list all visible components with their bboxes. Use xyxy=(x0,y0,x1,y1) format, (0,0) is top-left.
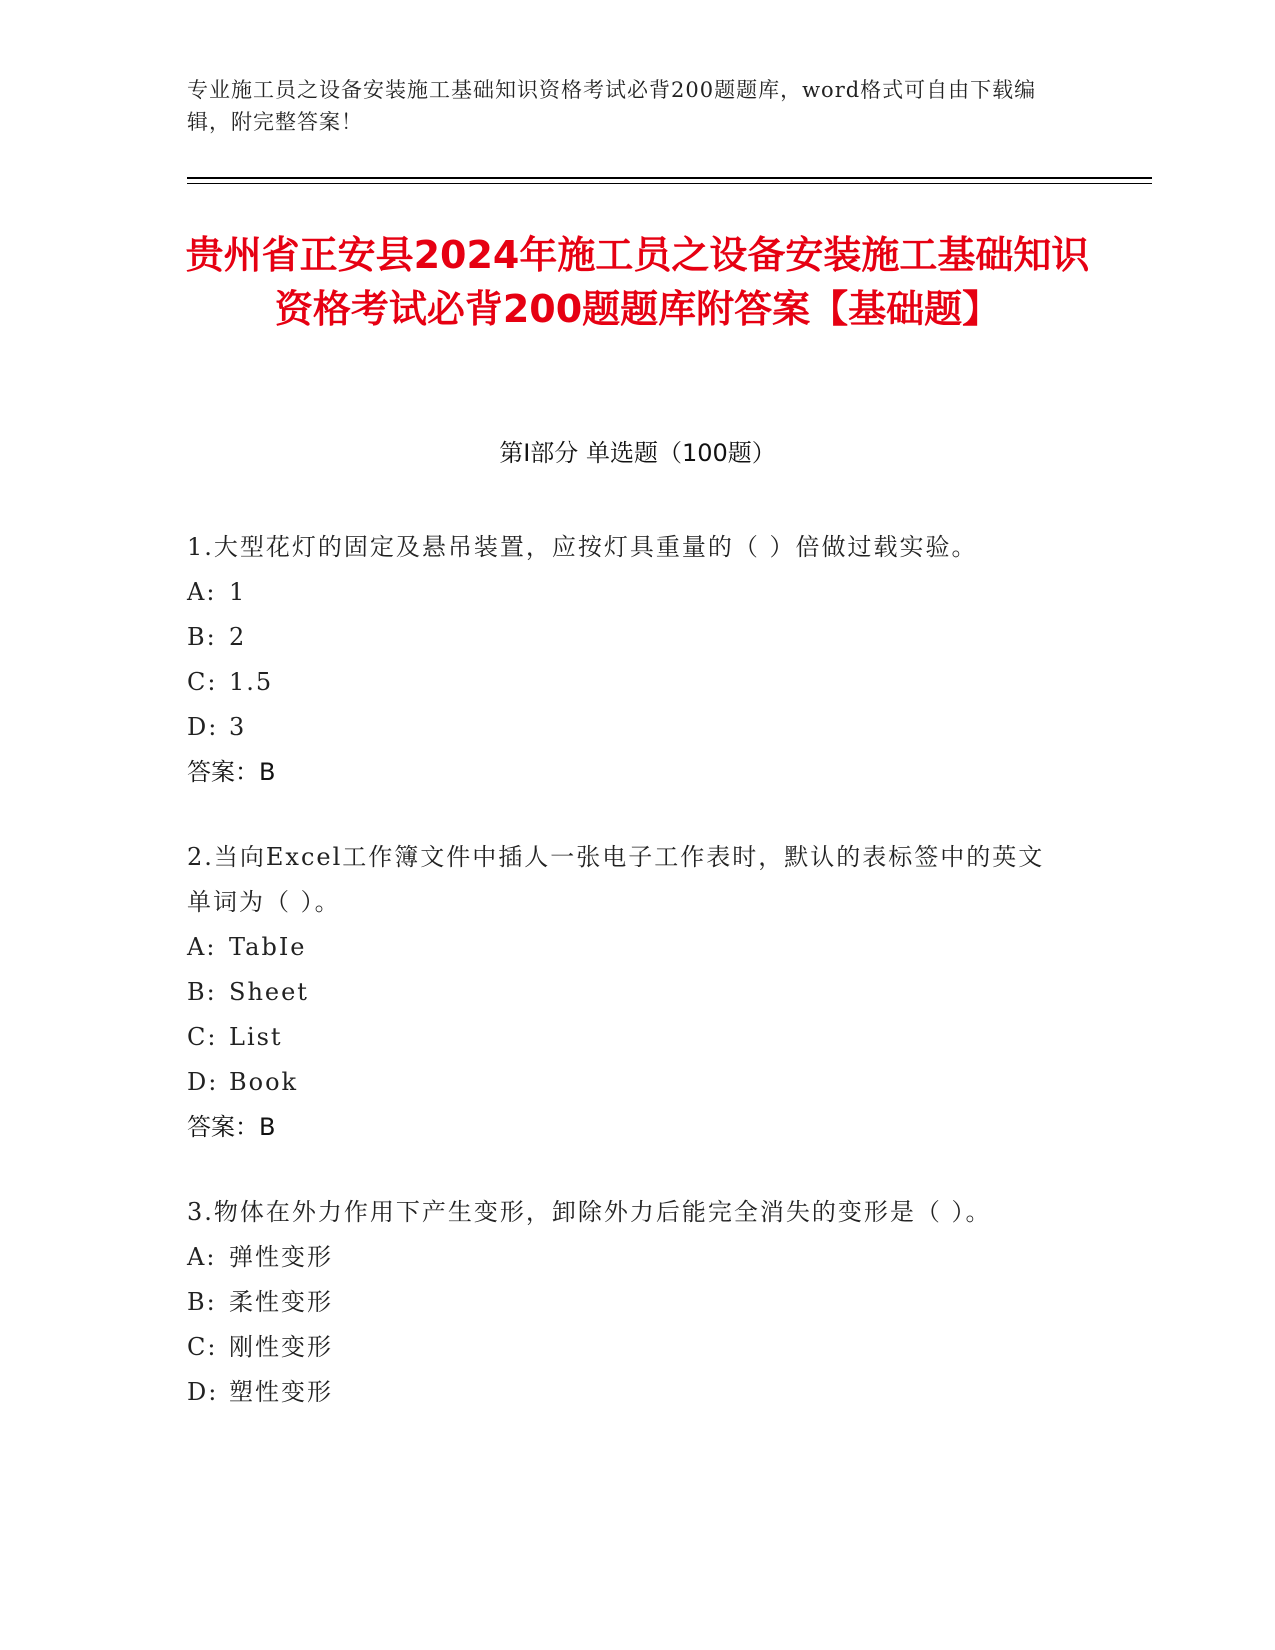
option-text: 1.5 xyxy=(229,668,274,696)
question-3 xyxy=(187,1190,1067,1415)
question-2 xyxy=(187,835,1067,1150)
option-a xyxy=(187,925,1067,970)
option-text: 塑性变形 xyxy=(229,1378,333,1406)
option-letter: A: xyxy=(187,578,217,606)
option-text: TabIe xyxy=(229,933,307,961)
option-letter: C: xyxy=(187,1023,218,1051)
option-c xyxy=(187,1015,1067,1060)
section-title: 第I部分 单选题（100题） xyxy=(499,439,776,467)
option-text: Sheet xyxy=(229,978,309,1006)
option-letter: B: xyxy=(187,978,217,1006)
option-a xyxy=(187,1235,1067,1280)
option-letter: D: xyxy=(187,713,219,741)
option-text: List xyxy=(229,1023,283,1051)
option-letter: D: xyxy=(187,1378,219,1406)
option-letter: B: xyxy=(187,623,217,651)
option-letter: A: xyxy=(187,933,217,961)
question-1 xyxy=(187,525,1067,795)
question-text: 2.当向Excel工作簿文件中插人一张电子工作表时，默认的表标签中的英文单词为（ ）。 xyxy=(187,843,1045,916)
header-rule-thick xyxy=(187,177,1152,179)
question-list xyxy=(187,525,1067,1455)
option-b xyxy=(187,615,1067,660)
answer: 答案：B xyxy=(187,758,276,786)
option-text: 弹性变形 xyxy=(229,1243,333,1271)
question-text: 1.大型花灯的固定及悬吊装置，应按灯具重量的（ ）倍做过载实验。 xyxy=(187,533,978,561)
option-letter: C: xyxy=(187,668,218,696)
option-text: 1 xyxy=(229,578,247,606)
option-a xyxy=(187,570,1067,615)
option-c xyxy=(187,1325,1067,1370)
answer: 答案：B xyxy=(187,1113,276,1141)
option-letter: B: xyxy=(187,1288,217,1316)
header-note: 专业施工员之设备安装施工基础知识资格考试必背200题题库，word格式可自由下载编辑，附完整答案！ xyxy=(187,78,1037,134)
option-text: 2 xyxy=(229,623,247,651)
question-text: 3.物体在外力作用下产生变形，卸除外力后能完全消失的变形是（ ）。 xyxy=(187,1198,992,1226)
option-d xyxy=(187,1370,1067,1415)
option-letter: A: xyxy=(187,1243,217,1271)
document-title: 贵州省正安县2024年施工员之设备安装施工基础知识资格考试必背200题题库附答案【基础题】 xyxy=(185,233,1090,331)
option-b xyxy=(187,1280,1067,1325)
header-rule-thin xyxy=(187,183,1152,184)
option-d xyxy=(187,1060,1067,1105)
option-b xyxy=(187,970,1067,1015)
option-d xyxy=(187,705,1067,750)
option-letter: C: xyxy=(187,1333,218,1361)
option-text: Book xyxy=(229,1068,299,1096)
option-text: 3 xyxy=(229,713,247,741)
option-text: 柔性变形 xyxy=(229,1288,333,1316)
option-text: 刚性变形 xyxy=(229,1333,333,1361)
option-c xyxy=(187,660,1067,705)
option-letter: D: xyxy=(187,1068,219,1096)
